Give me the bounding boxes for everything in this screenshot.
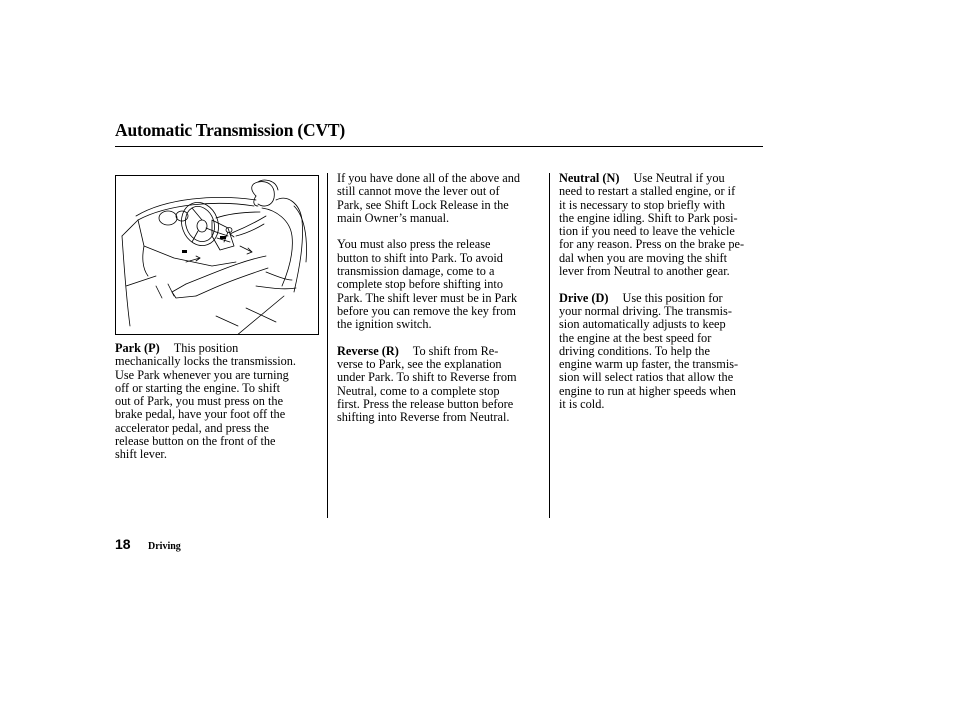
body-line: it is necessary to stop briefly with	[559, 197, 725, 212]
body-line: lever from Neutral to another gear.	[559, 264, 730, 279]
body-line: release button on the front of the	[115, 434, 276, 449]
body-line: first. Press the release button before	[337, 397, 514, 412]
body-line: it is cold.	[559, 397, 605, 412]
body-line: Use this position for	[622, 290, 723, 305]
body-line: Park. The shift lever must be in Park	[337, 290, 518, 305]
body-line: dal when you are moving the shift	[559, 250, 728, 265]
body-line: before you can remove the key from	[337, 303, 516, 318]
release-button-paragraph	[337, 238, 520, 331]
drive-term: Drive (D)	[559, 290, 609, 305]
body-line: out of Park, you must press on the	[115, 394, 284, 409]
body-line: Park, see Shift Lock Release in the	[337, 197, 509, 212]
body-line: accelerator pedal, and press the	[115, 420, 269, 435]
title-rule	[115, 146, 763, 147]
body-line: the ignition switch.	[337, 317, 432, 332]
body-line: sion automatically adjusts to keep	[559, 317, 726, 332]
body-line: tion if you need to leave the vehicle	[559, 224, 735, 239]
body-line: main Owner’s manual.	[337, 210, 450, 225]
driver-shifting-illustration	[115, 175, 319, 335]
column-divider-2	[549, 173, 550, 518]
shift-lock-paragraph	[337, 172, 520, 225]
page-title: Automatic Transmission (CVT)	[115, 120, 346, 140]
reverse-term: Reverse (R)	[337, 343, 399, 358]
column-divider-1	[327, 173, 328, 518]
body-line: Use Neutral if you	[633, 171, 725, 185]
body-line: This position	[173, 341, 239, 355]
park-section	[115, 342, 296, 462]
body-line: engine warm up faster, the transmis-	[559, 357, 739, 372]
neutral-first-line	[559, 172, 744, 185]
column-3	[559, 172, 744, 425]
reverse-first-line	[337, 345, 520, 358]
body-line: for any reason. Press on the brake pe-	[559, 237, 745, 252]
body-line: To shift from Re-	[412, 343, 499, 358]
neutral-section	[559, 172, 744, 278]
body-line: Use Park whenever you are turning	[115, 367, 289, 382]
column-2	[337, 172, 520, 438]
body-line: the engine idling. Shift to Park posi-	[559, 210, 738, 225]
body-line: your normal driving. The transmis-	[559, 303, 732, 318]
car-interior-icon	[116, 176, 319, 335]
body-line: If you have done all of the above and	[337, 171, 521, 185]
body-line: shift lever.	[115, 447, 167, 462]
body-line: under Park. To shift to Reverse from	[337, 370, 517, 385]
drive-section	[559, 292, 744, 412]
neutral-term: Neutral (N)	[559, 171, 620, 185]
page-number: 18	[115, 536, 131, 552]
reverse-section	[337, 345, 520, 425]
body-line: button to shift into Park. To avoid	[337, 250, 503, 265]
body-line: still cannot move the lever out of	[337, 184, 500, 199]
section-name: Driving	[148, 541, 181, 552]
body-line: You must also press the release	[337, 237, 491, 252]
body-line: shifting into Reverse from Neutral.	[337, 410, 510, 425]
body-line: driving conditions. To help the	[559, 343, 710, 358]
body-line: sion will select ratios that allow the	[559, 370, 734, 385]
body-line: off or starting the engine. To shift	[115, 380, 281, 395]
park-first-line	[115, 342, 296, 355]
body-line: need to restart a stalled engine, or if	[559, 184, 736, 199]
body-line: the engine at the best speed for	[559, 330, 712, 345]
body-line: complete stop before shifting into	[337, 277, 503, 292]
body-line: verse to Park, see the explanation	[337, 357, 502, 372]
body-line: brake pedal, have your foot off the	[115, 407, 286, 422]
body-line: mechanically locks the transmission.	[115, 354, 296, 369]
body-line: Neutral, come to a complete stop	[337, 383, 500, 398]
park-term: Park (P)	[115, 341, 160, 355]
drive-first-line	[559, 292, 744, 305]
body-line: transmission damage, come to a	[337, 264, 495, 279]
body-line: engine to run at higher speeds when	[559, 383, 736, 398]
